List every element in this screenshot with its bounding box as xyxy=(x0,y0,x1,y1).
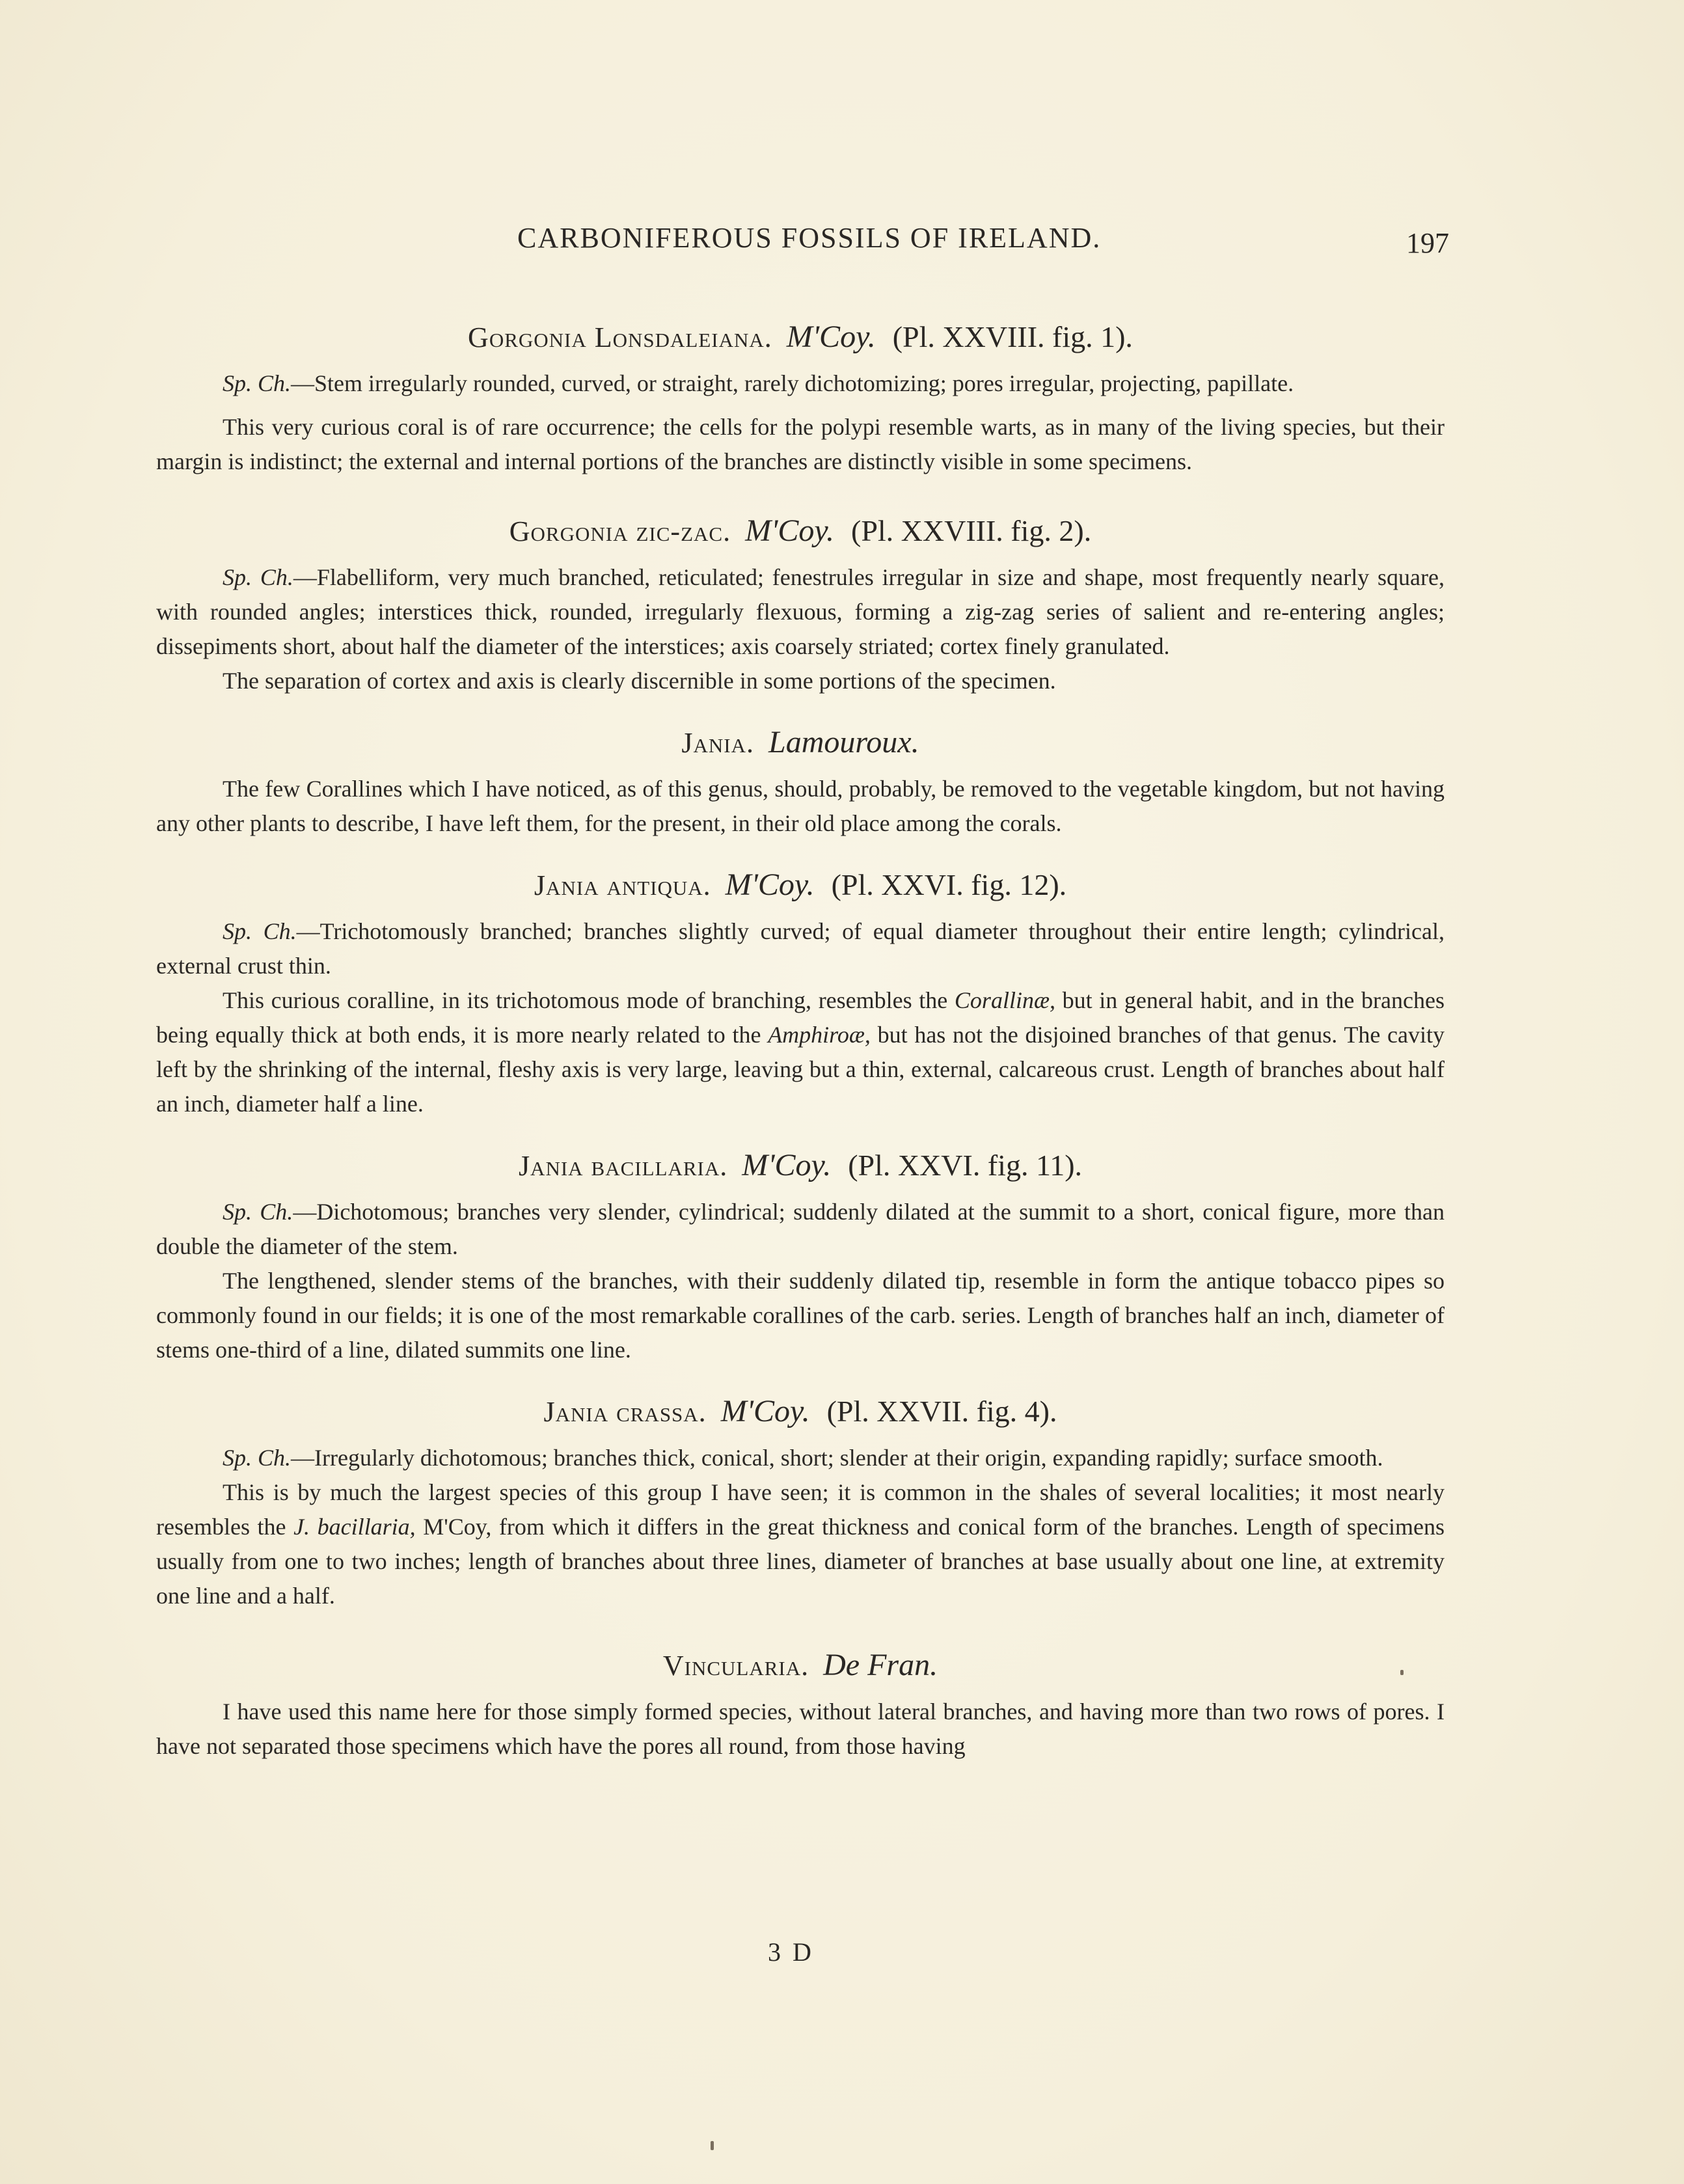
species-description: The separation of cortex and axis is clearly discernible in some portions of the specimen. xyxy=(223,668,1056,694)
running-title: CARBONIFEROUS FOSSILS OF IRELAND. xyxy=(517,222,1102,254)
page-body xyxy=(156,319,1445,1764)
description-text: but in general habit, and in the branches being equally thick at both ends, it is more nearly related to the xyxy=(156,987,1445,1048)
plate-reference: (Pl. XXVIII. fig. 2). xyxy=(851,514,1092,547)
species-heading-jania-bacillaria xyxy=(156,1147,1445,1184)
specific-character-label: Sp. Ch. xyxy=(223,1445,292,1471)
species-heading-gorgonia-lonsdaleiana xyxy=(156,319,1445,356)
species-name: Jania bacillaria. xyxy=(518,1150,728,1182)
species-name: Jania antiqua. xyxy=(534,869,711,901)
plate-reference: (Pl. XXVII. fig. 4). xyxy=(826,1395,1057,1428)
specific-character xyxy=(156,1441,1445,1475)
genus-author: De Fran. xyxy=(823,1648,938,1682)
species-author: M'Coy. xyxy=(786,320,876,354)
specific-character xyxy=(156,1195,1445,1264)
specific-character xyxy=(156,914,1445,983)
plate-reference: (Pl. XXVI. fig. 11). xyxy=(848,1149,1083,1182)
genus-description: The few Corallines which I have noticed, as of this genus, should, probably, be removed to the vegetable kingdom, but not having any other plants to describe, I have left them, for the present, in their old place among the corals. xyxy=(156,776,1445,836)
species-author: M'Coy. xyxy=(720,1394,810,1428)
genus-reference: Corallinæ, xyxy=(954,987,1055,1013)
description-text: This is by much the largest species of this group I have seen; it is common in the shales of several localities; it most nearly resembles the xyxy=(156,1479,1445,1540)
species-name: Jania crassa. xyxy=(543,1396,707,1428)
paper-speck xyxy=(711,2141,714,2150)
specific-character xyxy=(156,560,1445,664)
species-heading-jania-antiqua xyxy=(156,867,1445,904)
genus-heading-jania xyxy=(156,724,1445,761)
description-text: This curious coralline, in its trichotomous mode of branching, resembles the xyxy=(223,987,955,1013)
genus-heading-vincularia xyxy=(156,1647,1445,1684)
species-description xyxy=(156,983,1445,1121)
specific-character-text: —Flabelliform, very much branched, reticulated; fenestrules irregular in size and shape, most frequently nearly square, with rounded angles; interstices thick, rounded, irregularly flexuous, forming a zig-zag series of salient and re-entering angles; dissepiments short, about half the diameter of the interstices; axis coarsely striated; cortex finely granulated. xyxy=(156,564,1445,659)
specific-character-label: Sp. Ch. xyxy=(223,1199,293,1225)
page-number: 197 xyxy=(1406,227,1449,259)
specific-character-text: —Stem irregularly rounded, curved, or straight, rarely dichotomizing; pores irregular, projecting, papillate. xyxy=(291,370,1294,396)
genus-description: I have used this name here for those simply formed species, without lateral branches, and having more than two rows of pores. I have not separated those specimens which have the pores all round, from those having xyxy=(156,1699,1445,1759)
specific-character xyxy=(156,366,1445,401)
species-reference: J. bacillaria, xyxy=(293,1514,416,1540)
genus-author: Lamouroux. xyxy=(768,725,919,759)
genus-name: Jania. xyxy=(681,727,755,759)
specific-character-text: —Dichotomous; branches very slender, cylindrical; suddenly dilated at the summit to a short, conical figure, more than double the diameter of the stem. xyxy=(156,1199,1445,1259)
species-heading-jania-crassa xyxy=(156,1393,1445,1430)
species-description: This very curious coral is of rare occurrence; the cells for the polypi resemble warts, as in many of the living species, but their margin is indistinct; the external and internal portions of the branches are distinctly visible in some specimens. xyxy=(156,414,1445,474)
plate-reference: (Pl. XXVIII. fig. 1). xyxy=(892,320,1133,353)
genus-name: Vincularia. xyxy=(662,1650,809,1682)
description-text: M'Coy, from which it differs in the great thickness and conical form of the branches. Length of specimens usually from one to two inches; length of branches about three lines, diameter of branches at base usually about one line, at extremity one line and a half. xyxy=(156,1514,1445,1609)
species-description: The lengthened, slender stems of the branches, with their suddenly dilated tip, resemble in form the antique tobacco pipes so commonly found in our fields; it is one of the most remarkable corallines of the carb. series. Length of branches half an inch, diameter of stems one-third of a line, dilated summits one line. xyxy=(156,1268,1445,1363)
species-heading-gorgonia-zic-zac xyxy=(156,513,1445,550)
species-name: Gorgonia Lonsdaleiana. xyxy=(468,321,772,353)
specific-character-text: —Trichotomously branched; branches slightly curved; of equal diameter throughout their entire length; cylindrical, external crust thin. xyxy=(156,918,1445,979)
species-author: M'Coy. xyxy=(725,867,815,902)
description-text: but has not the disjoined branches of that genus. The cavity left by the shrinking of the internal, fleshy axis is very large, leaving but a thin, external, calcareous crust. Length of branches about half an inch, diameter half a line. xyxy=(156,1022,1445,1117)
specific-character-label: Sp. Ch. xyxy=(223,918,297,944)
running-head xyxy=(0,221,1684,260)
genus-reference: Amphiroæ, xyxy=(768,1022,871,1048)
signature-mark: 3 D xyxy=(768,1937,814,1967)
species-author: M'Coy. xyxy=(742,1148,832,1182)
species-name: Gorgonia zic-zac. xyxy=(509,515,731,547)
species-description xyxy=(156,1475,1445,1613)
specific-character-label: Sp. Ch. xyxy=(223,370,292,396)
paper-speck xyxy=(1400,1670,1404,1675)
plate-reference: (Pl. XXVI. fig. 12). xyxy=(831,868,1067,901)
specific-character-label: Sp. Ch. xyxy=(223,564,293,590)
specific-character-text: —Irregularly dichotomous; branches thick, conical, short; slender at their origin, expanding rapidly; surface smooth. xyxy=(291,1445,1383,1471)
species-author: M'Coy. xyxy=(745,513,834,548)
